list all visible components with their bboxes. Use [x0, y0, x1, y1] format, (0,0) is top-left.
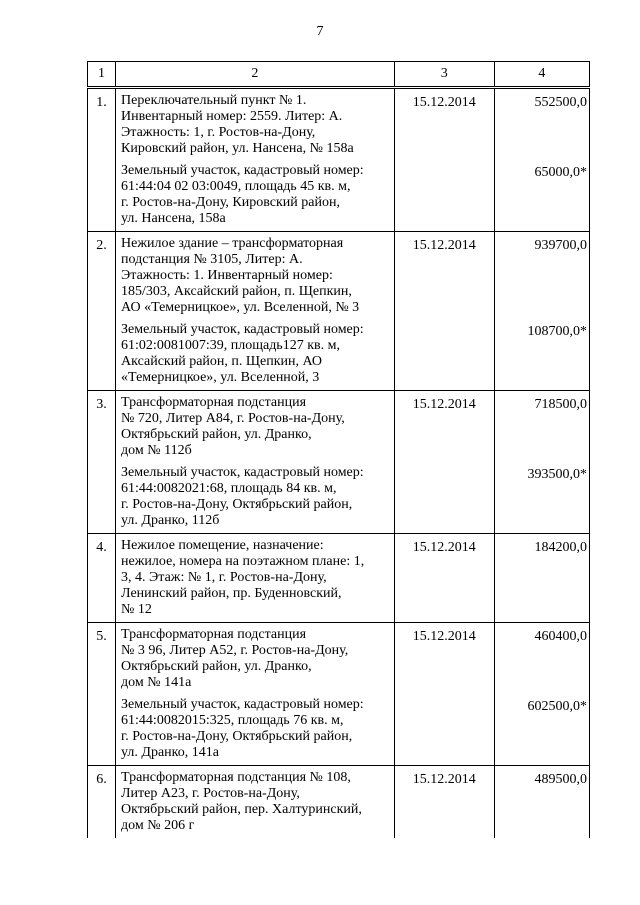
description-line: г. Ростов-на-Дону, Октябрьский район,	[121, 497, 353, 512]
description-line: дом № 141а	[121, 675, 192, 690]
description-line: Октябрьский район, ул. Дранко,	[121, 427, 312, 442]
row-date: 15.12.2014	[394, 391, 494, 534]
table-row	[88, 766, 590, 839]
description-line: № 12	[121, 602, 152, 617]
row-date: 15.12.2014	[394, 232, 494, 391]
description-line: АО «Темерницкое», ул. Вселенной, № 3	[121, 300, 360, 315]
row-values	[494, 534, 589, 623]
description-line: ул. Нансена, 158а	[121, 211, 226, 226]
description-line: Трансформаторная подстанция	[121, 395, 307, 410]
row-date: 15.12.2014	[394, 88, 494, 232]
object-value: 460400,0	[534, 629, 587, 644]
description-line: дом № 112б	[121, 443, 192, 458]
land-plot-description	[121, 465, 388, 529]
row-date: 15.12.2014	[394, 623, 494, 766]
table-row	[88, 391, 590, 534]
page-number: 7	[316, 24, 324, 39]
row-values	[494, 623, 589, 766]
object-description	[121, 395, 388, 459]
land-plot-value: 108700,0*	[527, 324, 587, 339]
land-plot-value: 65000,0*	[534, 165, 587, 180]
table-row	[88, 88, 590, 232]
object-value: 718500,0	[534, 397, 587, 412]
land-plot-description	[121, 697, 388, 761]
object-value: 184200,0	[534, 540, 587, 555]
object-description	[121, 770, 388, 834]
description-line: Инвентарный номер: 2559. Литер: А.	[121, 109, 343, 124]
description-line: 3, 4. Этаж: № 1, г. Ростов-на-Дону,	[121, 570, 327, 585]
description-line: Аксайский район, п. Щепкин, АО	[121, 354, 323, 369]
row-date: 15.12.2014	[394, 534, 494, 623]
row-description	[116, 766, 395, 839]
row-description	[116, 88, 395, 232]
description-line: 61:02:0081007:39, площадь127 кв. м,	[121, 338, 340, 353]
description-line: нежилое, номера на поэтажном плане: 1,	[121, 554, 365, 569]
object-value: 489500,0	[534, 772, 587, 787]
description-line: Земельный участок, кадастровый номер:	[121, 465, 364, 480]
header-cell-1: 1	[88, 62, 116, 88]
row-description	[116, 534, 395, 623]
description-line: ул. Дранко, 112б	[121, 513, 220, 528]
row-values	[494, 391, 589, 534]
object-description	[121, 538, 388, 618]
row-number: 3.	[88, 391, 116, 534]
row-number: 4.	[88, 534, 116, 623]
table-header-row	[88, 62, 590, 88]
table-row	[88, 232, 590, 391]
object-value: 939700,0	[534, 238, 587, 253]
row-number: 2.	[88, 232, 116, 391]
land-plot-value: 602500,0*	[527, 699, 587, 714]
description-line: г. Ростов-на-Дону, Кировский район,	[121, 195, 340, 210]
object-value: 552500,0	[534, 95, 587, 110]
row-description	[116, 391, 395, 534]
header-cell-3: 3	[394, 62, 494, 88]
row-number: 1.	[88, 88, 116, 232]
header-cell-2: 2	[116, 62, 395, 88]
land-plot-description	[121, 163, 388, 227]
description-line: Земельный участок, кадастровый номер:	[121, 322, 364, 337]
land-plot-description	[121, 322, 388, 386]
description-line: Этажность: 1, г. Ростов-на-Дону,	[121, 125, 316, 140]
description-line: Трансформаторная подстанция № 108,	[121, 770, 351, 785]
description-line: Земельный участок, кадастровый номер:	[121, 697, 364, 712]
description-line: Нежилое здание – трансформаторная	[121, 236, 344, 251]
description-line: Октябрьский район, ул. Дранко,	[121, 659, 312, 674]
description-line: подстанция № 3105, Литер: А.	[121, 252, 303, 267]
description-line: «Темерницкое», ул. Вселенной, 3	[121, 370, 320, 385]
description-line: 61:44:0082015:325, площадь 76 кв. м,	[121, 713, 344, 728]
description-line: № 3 96, Литер А52, г. Ростов-на-Дону,	[121, 643, 349, 658]
object-description	[121, 93, 388, 157]
description-line: Ленинский район, пр. Буденновский,	[121, 586, 342, 601]
row-number: 5.	[88, 623, 116, 766]
description-line: Земельный участок, кадастровый номер:	[121, 163, 364, 178]
description-line: 61:44:04 02 03:0049, площадь 45 кв. м,	[121, 179, 351, 194]
row-description	[116, 623, 395, 766]
row-values	[494, 232, 589, 391]
description-line: № 720, Литер А84, г. Ростов-на-Дону,	[121, 411, 345, 426]
property-table	[87, 61, 590, 838]
description-line: 61:44:0082021:68, площадь 84 кв. м,	[121, 481, 337, 496]
description-line: ул. Дранко, 141а	[121, 745, 219, 760]
row-number: 6.	[88, 766, 116, 839]
row-date: 15.12.2014	[394, 766, 494, 839]
table-row	[88, 534, 590, 623]
object-description	[121, 236, 388, 316]
land-plot-value: 393500,0*	[527, 467, 587, 482]
description-line: Переключательный пункт № 1.	[121, 93, 307, 108]
description-line: Октябрьский район, пер. Халтуринский,	[121, 802, 362, 817]
row-values	[494, 766, 589, 839]
table-row	[88, 623, 590, 766]
description-line: 185/303, Аксайский район, п. Щепкин,	[121, 284, 352, 299]
description-line: Нежилое помещение, назначение:	[121, 538, 324, 553]
header-cell-4: 4	[494, 62, 589, 88]
description-line: Кировский район, ул. Нансена, № 158а	[121, 141, 354, 156]
description-line: Этажность: 1. Инвентарный номер:	[121, 268, 333, 283]
description-line: Трансформаторная подстанция	[121, 627, 307, 642]
description-line: Литер А23, г. Ростов-на-Дону,	[121, 786, 300, 801]
row-values	[494, 88, 589, 232]
row-description	[116, 232, 395, 391]
object-description	[121, 627, 388, 691]
description-line: г. Ростов-на-Дону, Октябрьский район,	[121, 729, 353, 744]
description-line: дом № 206 г	[121, 818, 195, 833]
